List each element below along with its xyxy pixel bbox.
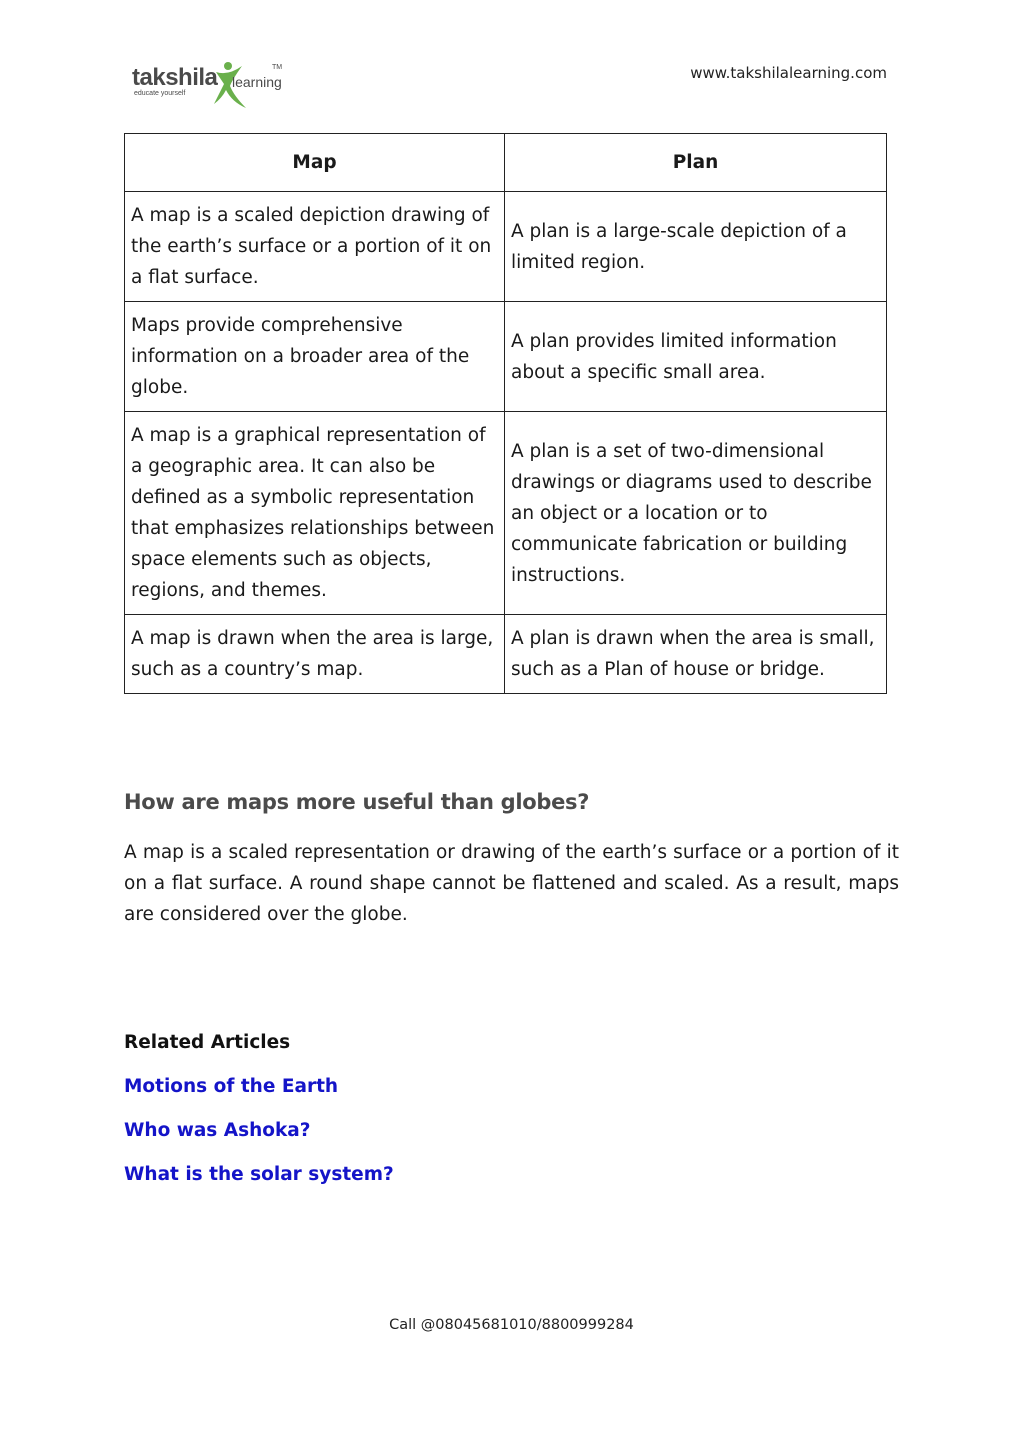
- table-row: [125, 302, 887, 412]
- table-cell-plan: A plan provides limited information about a specific small area.: [505, 302, 887, 412]
- table-cell-map: A map is drawn when the area is large, such as a country’s map.: [125, 615, 505, 694]
- related-link-solar-system[interactable]: What is the solar system?: [124, 1164, 394, 1185]
- takshila-logo: [132, 58, 292, 110]
- table-cell-plan: A plan is drawn when the area is small, such as a Plan of house or bridge.: [505, 615, 887, 694]
- table-header-map: Map: [125, 134, 505, 192]
- table-row: [125, 412, 887, 615]
- table-cell-map: Maps provide comprehensive information on a broader area of the globe.: [125, 302, 505, 412]
- logo-word-takshila: takshila: [132, 64, 218, 91]
- table-cell-map: A map is a scaled depiction drawing of the earth’s surface or a portion of it on a flat surface.: [125, 192, 505, 302]
- related-link-motions-of-earth[interactable]: Motions of the Earth: [124, 1076, 339, 1097]
- related-articles-title: Related Articles: [124, 1032, 291, 1053]
- table-header-row: [125, 134, 887, 192]
- table-row: [125, 192, 887, 302]
- table-row: [125, 615, 887, 694]
- table-header-plan: Plan: [505, 134, 887, 192]
- table-cell-plan: A plan is a large-scale depiction of a limited region.: [505, 192, 887, 302]
- table-cell-map: A map is a graphical representation of a geographic area. It can also be defined as a symbolic representation that emphasizes relationships between space elements such as objects, regions, and themes.: [125, 412, 505, 615]
- answer-paragraph: A map is a scaled representation or drawing of the earth’s surface or a portion of it on a flat surface. A round shape cannot be flattened and scaled. As a result, maps are considered over the globe.: [124, 842, 899, 925]
- map-vs-plan-table: [124, 133, 887, 694]
- logo-trademark: TM: [272, 64, 283, 71]
- logo-tagline: educate yourself: [134, 90, 186, 97]
- related-link-ashoka[interactable]: Who was Ashoka?: [124, 1120, 311, 1141]
- footer-contact: Call @08045681010/8800999284: [389, 1317, 634, 1333]
- question-heading: How are maps more useful than globes?: [124, 790, 590, 814]
- logo-word-learning: learning: [232, 74, 282, 90]
- table-cell-plan: A plan is a set of two-dimensional drawings or diagrams used to describe an object or a location or to communicate fabrication or building instructions.: [505, 412, 887, 615]
- site-url[interactable]: www.takshilalearning.com: [690, 64, 887, 82]
